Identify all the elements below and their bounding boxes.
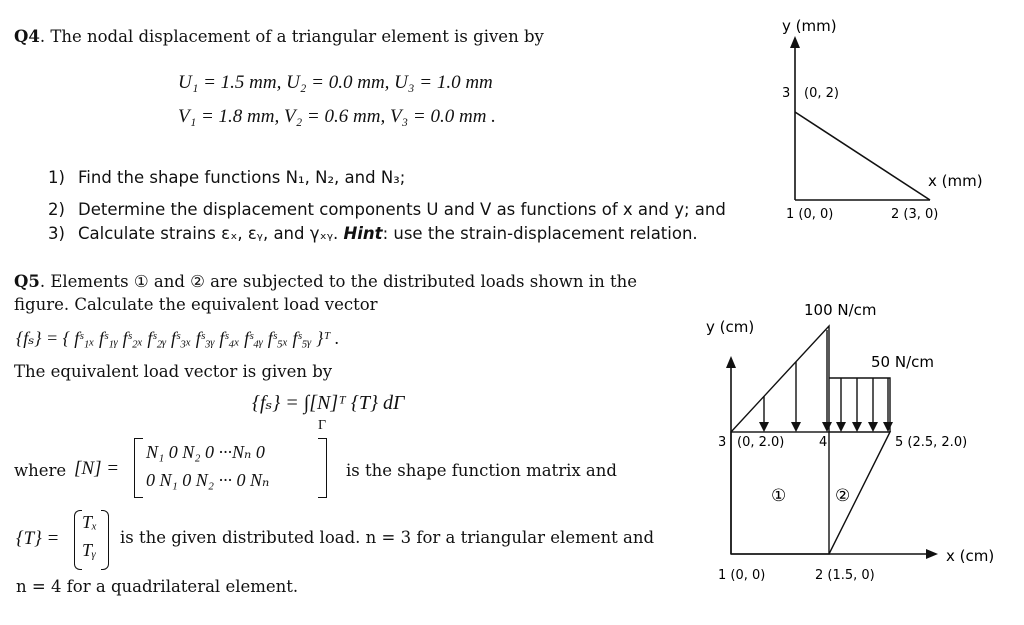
y-axis-label: y (mm) — [782, 17, 837, 35]
y-axis-arrow-icon — [790, 36, 800, 48]
arrow-down-icon — [759, 422, 769, 432]
q5-matrix-description: is the shape function matrix and — [346, 461, 617, 480]
q5-where-label: where — [14, 461, 67, 480]
element-2-label: ② — [835, 486, 851, 506]
node-2-label: 2 (3, 0) — [891, 207, 939, 222]
arrow-down-icon — [852, 422, 862, 432]
matrix-left-bracket — [134, 438, 143, 498]
task-number: 3) — [48, 224, 65, 243]
hint-text: : use the strain-displacement relation. — [382, 224, 698, 243]
t-row-1: Tₓ — [82, 512, 98, 532]
x-axis-label: x (cm) — [946, 547, 995, 565]
q5-intro-line-2: figure. Calculate the equivalent load vector — [14, 295, 378, 314]
q4-task-2 — [48, 200, 726, 219]
y-axis-label: y (cm) — [706, 318, 755, 336]
q4-label: Q4 — [14, 27, 40, 46]
task-number: 2) — [48, 200, 65, 219]
hint-label: Hint — [343, 224, 383, 243]
task-text: Calculate strains εₓ, εᵧ, and γₓᵧ. — [78, 224, 344, 243]
uniform-load-label: 50 N/cm — [871, 353, 934, 371]
task-text: Determine the displacement components U and V as functions of x and y; and — [78, 200, 726, 219]
q5-load-vector: {fₛ} = { fˢ₁ₓ fˢ₁ᵧ fˢ₂ₓ fˢ₂ᵧ fˢ₃ₓ fˢ₃ᵧ fˢ₄ₓ fˢ₄ᵧ fˢ₅ₓ fˢ₅ᵧ }ᵀ . — [16, 328, 340, 348]
x-axis-arrow-icon — [926, 549, 938, 559]
hypotenuse-edge — [795, 112, 930, 200]
q4-task-1 — [48, 168, 405, 187]
arrow-down-icon — [836, 422, 846, 432]
q4-task-3 — [48, 224, 698, 243]
matrix-row-2: 0 N₁ 0 N₂ ··· 0 Nₙ — [146, 470, 270, 490]
q4-intro: . The nodal displacement of a triangular element is given by — [39, 27, 544, 46]
y-axis-arrow-icon — [726, 356, 736, 368]
node-3-coord: (0, 2.0) — [737, 435, 785, 450]
q5-integral-equation: {fₛ} = ∫[N]ᵀ {T} dΓ — [252, 392, 405, 414]
q5-last-line: n = 4 for a quadrilateral element. — [16, 577, 299, 596]
arrow-down-icon — [822, 422, 832, 432]
t-right-brace — [101, 510, 109, 570]
t-left-brace — [74, 510, 82, 570]
node-3-number: 3 — [782, 86, 791, 101]
q4-triangle-figure — [760, 10, 1024, 235]
node-4-label: 4 — [819, 435, 828, 450]
matrix-right-bracket — [318, 438, 327, 498]
arrow-down-icon — [883, 422, 893, 432]
node-3-coord: (0, 2) — [804, 86, 839, 101]
node-2-label: 2 (1.5, 0) — [815, 568, 875, 583]
peak-load-label: 100 N/cm — [804, 301, 877, 319]
matrix-row-1: N₁ 0 N₂ 0 ···Nₙ 0 — [146, 442, 265, 462]
node-1-label: 1 (0, 0) — [718, 568, 766, 583]
q5-load-description: is the given distributed load. n = 3 for a triangular element and — [120, 528, 655, 547]
arrow-down-icon — [868, 422, 878, 432]
q5-t-vector-label: {T} = — [16, 528, 60, 549]
q5-heading — [14, 272, 637, 291]
q5-n-matrix-label: [N] = — [74, 458, 120, 479]
triangular-load-profile — [731, 326, 829, 432]
t-row-2: Tᵧ — [82, 540, 97, 560]
q4-u-displacements: U₁ = 1.5 mm, U₂ = 0.0 mm, U₃ = 1.0 mm — [178, 72, 493, 93]
q5-given-text: The equivalent load vector is given by — [14, 362, 333, 381]
q5-intro-line-1: . Elements ① and ② are subjected to the distributed loads shown in the — [39, 272, 637, 291]
node-1-label: 1 (0, 0) — [786, 207, 834, 222]
q5-elements-figure — [700, 298, 1024, 598]
q5-label: Q5 — [14, 272, 40, 291]
arrow-down-icon — [791, 422, 801, 432]
q4-heading — [14, 27, 544, 46]
q5-integral-domain: Γ — [318, 418, 327, 433]
element-1-label: ① — [771, 486, 787, 506]
node-3-label: 3 — [718, 435, 727, 450]
node-5-label: 5 (2.5, 2.0) — [895, 435, 968, 450]
q4-v-displacements: V₁ = 1.8 mm, V₂ = 0.6 mm, V₃ = 0.0 mm . — [178, 106, 496, 127]
task-number: 1) — [48, 168, 65, 187]
x-axis-label: x (mm) — [928, 172, 983, 190]
task-text: Find the shape functions N₁, N₂, and N₃; — [78, 168, 406, 187]
